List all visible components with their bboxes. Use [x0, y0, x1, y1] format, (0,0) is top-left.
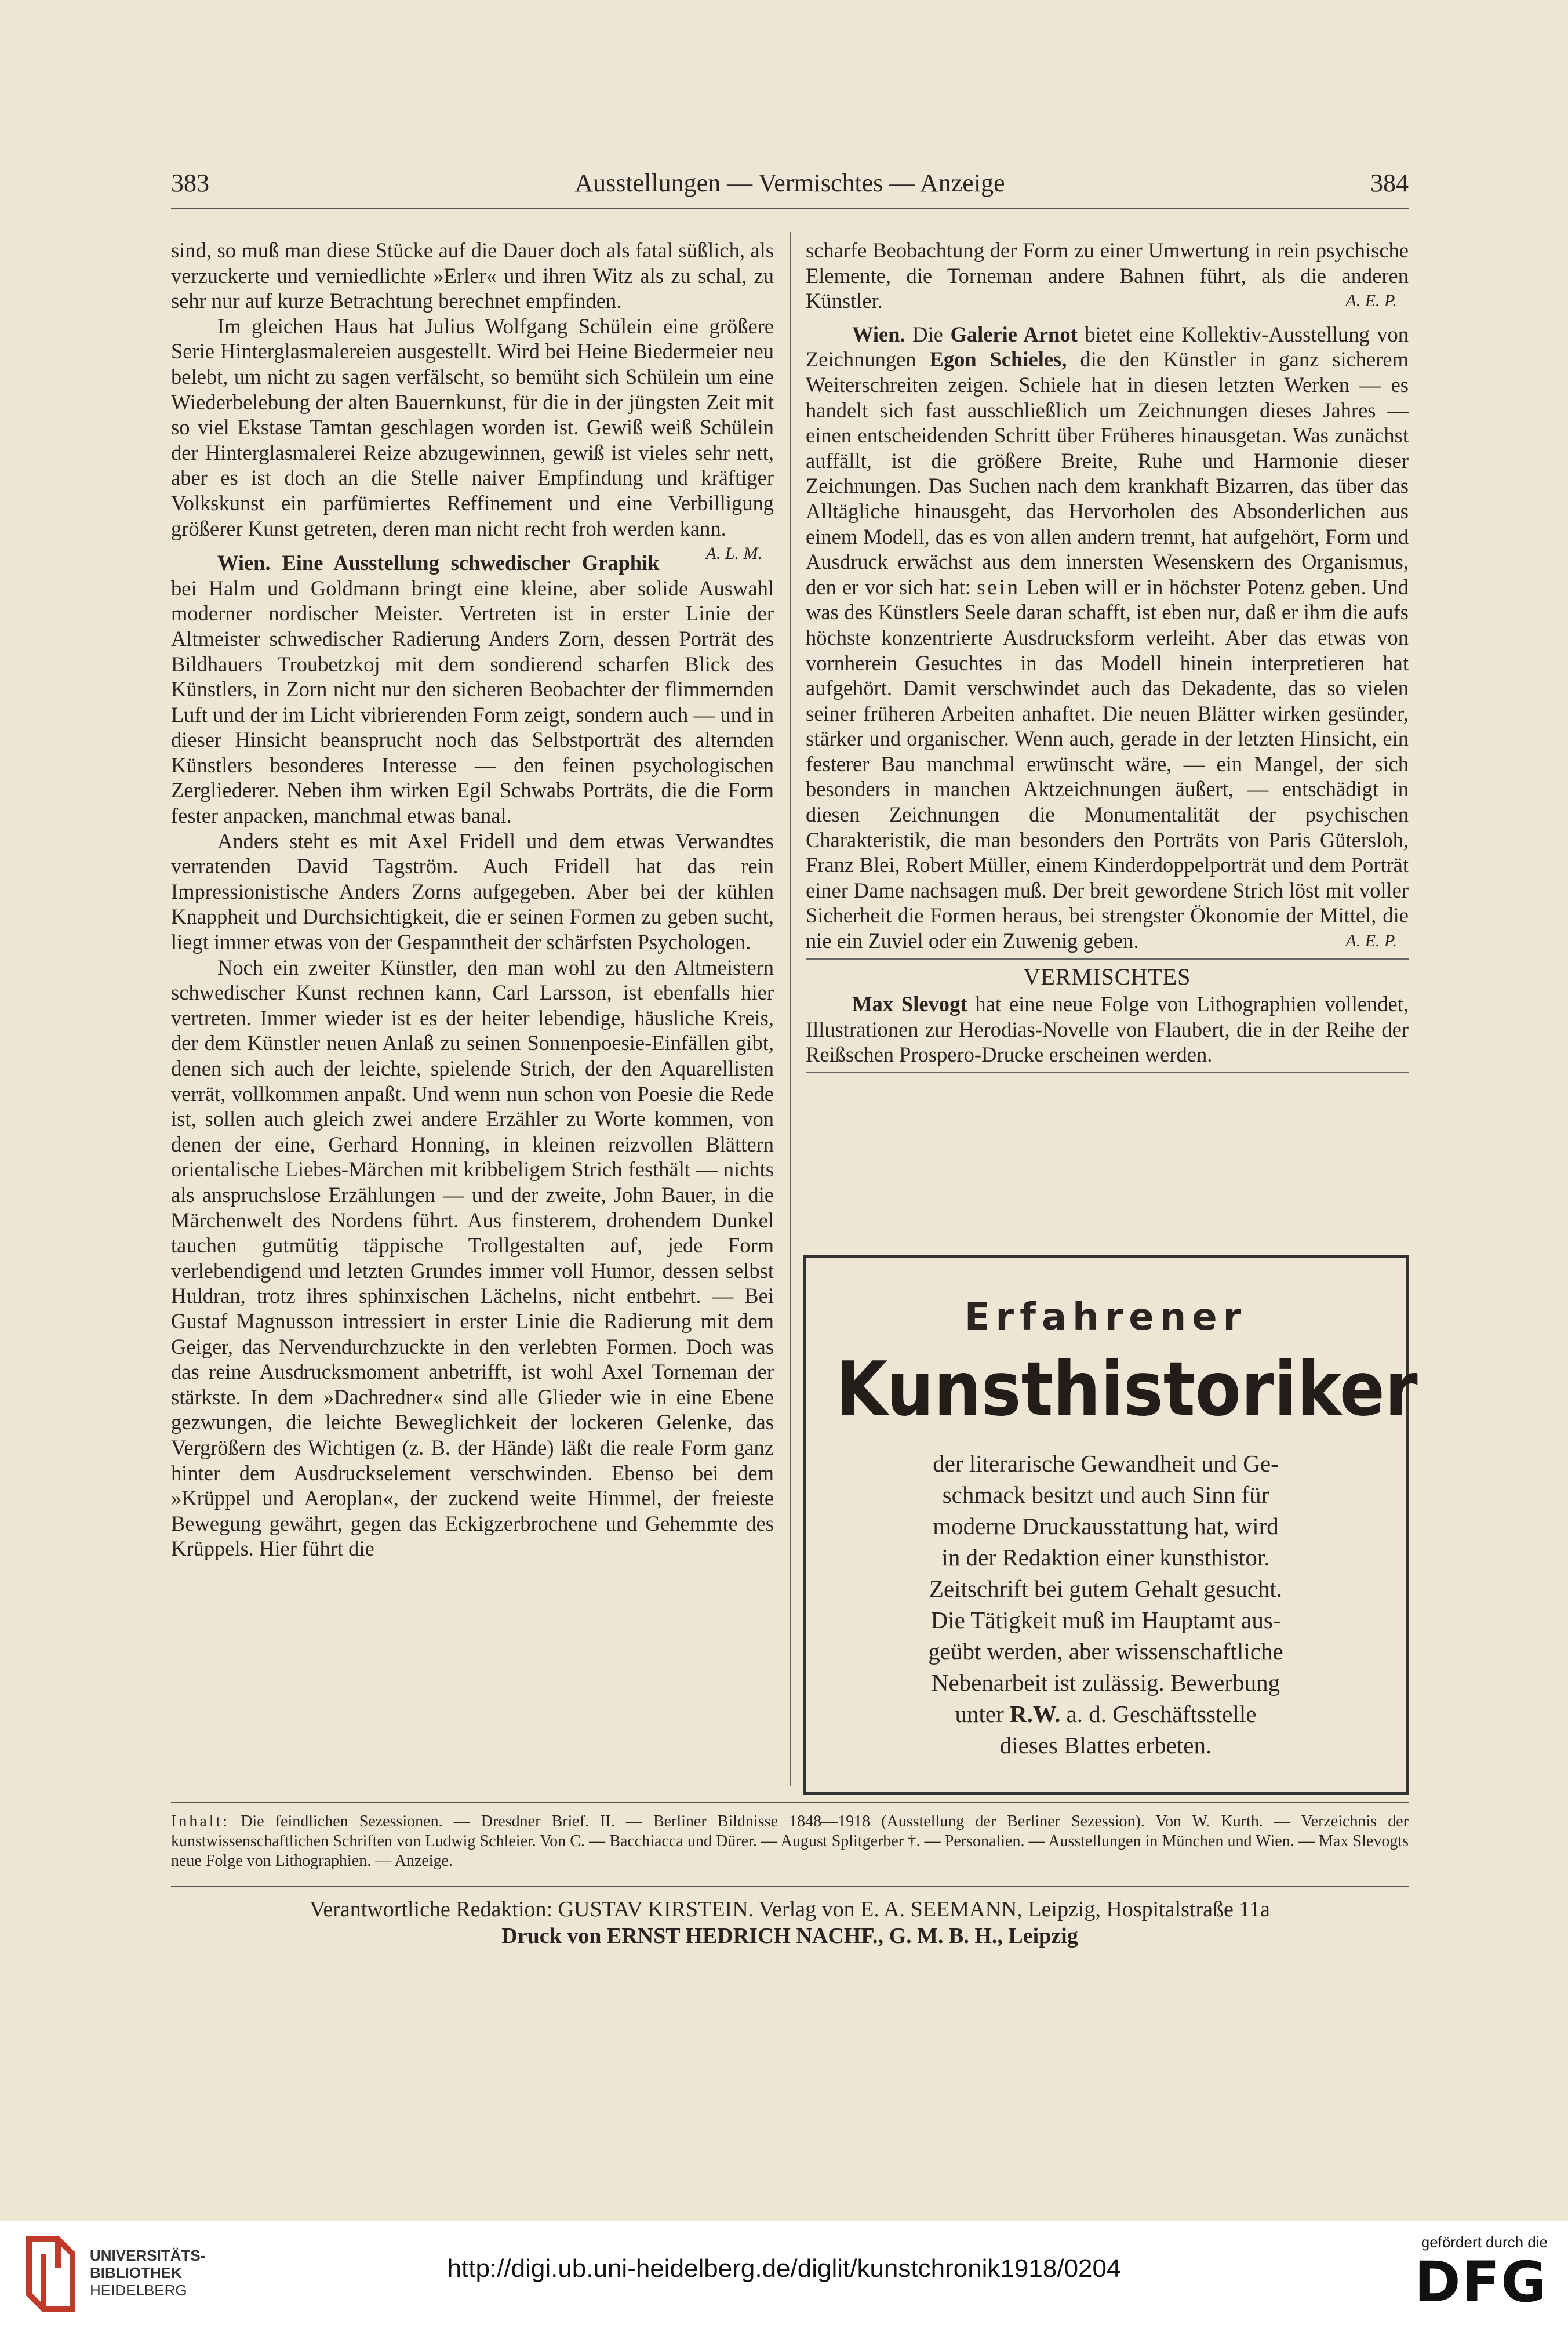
name-egon-schiele: Egon Schieles, [929, 347, 1067, 372]
imprint [171, 1896, 1409, 1949]
contents-rule [171, 1802, 1409, 1803]
ad-body [806, 1448, 1406, 1761]
ad-line: Die Tätigkeit muß im Hauptamt aus- [930, 1607, 1281, 1633]
left-paragraph-5: Noch ein zweiter Künstler, den man wohl zu den Altmeistern schwedischer Kunst rechnen kann, Carl Larsson, ist ebenfalls hier vertreten. Immer wieder ist es der heiter lebendige, häusliche Kreis, der dem Künstler neuen Anlaß zu seinen Sonnenpoesie-Einfällen gibt, denen sich auch der leichte, spielende Strich, der den Aquarellisten verrät, vollkommen anpaßt. Und wenn nun schon von Poesie die Rede ist, sollen auch gleich zwei andere Erzähler zu Worte kommen, von denen der eine, Gerhard Honning, in kleinen reizvollen Blättern orientalische Liebes-Märchen mit kribbeligem Strich festhält — nichts als anspruchslose Erzählungen — und der zweite, John Bauer, in die Märchenwelt des Nordens führt. Aus finsterem, drohendem Dunkel tauchen gutmütig täppische Trollgestalten auf, jede Form verlebendigend und letzten Grundes immer voll Humor, dessen selbst Huldran, trotz ihres sphinxischen Lächelns, nicht entbehrt. — Bei Gustaf Magnusson intressiert in erster Linie die Radierung mit dem Geiger, das Nervendurchzuckte in den verlebten Formen. Doch was das reine Ausdrucksmoment anbetrifft, ist wohl Axel Torneman der stärkste. In dem »Dachredner« sind alle Glieder wie in eine Ebene gezwungen, die leichte Beweglichkeit der lockeren Gelenke, das Vergrößern des Wichtigen (z. B. der Hände) läßt die reale Form ganz hinter dem Ausdruckselement verschwinden. Ebenso bei dem »Krüppel und Aeroplan«, der zuckend weite Himmel, der freieste Bewegung gewährt, gegen das Eckigzerbrochene und Gehemmte des Krüppels. Hier führt die [171, 955, 774, 1561]
text-kollektiv: bietet eine Kollektiv-Ausstellung von Zeichnungen [806, 322, 1409, 372]
ad-line: geübt werden, aber wissenschaftliche [928, 1638, 1283, 1665]
text-die: Die [912, 322, 943, 346]
library-name-line-2: BIBLIOTHEK [90, 2264, 182, 2282]
job-advertisement [803, 1255, 1418, 1795]
contents-text: Die feindlichen Sezessionen. — Dresdner Brief. II. — Berliner Bildnisse 1848—1918 (Ausstellung der Berliner Sezession). Von W. Kurth. — Verzeichnis der kunstwissenschaftlichen Schriften von Ludwig Schleier. Von C. — Bacchiacca und Dürer. — August Splitgerber †. — Personalien. — Ausstellungen in München und Wien. — Max Slevogts neue Folge von Lithographien. — Anzeige. [171, 1812, 1409, 1870]
ad-line: der literarische Gewandheit und Ge- [933, 1450, 1279, 1477]
imprint-line-2: Druck von ERNST HEDRICH NACHF., G. M. B. H., Leipzig [501, 1924, 1078, 1948]
vermischtes-paragraph [806, 991, 1409, 1067]
imprint-rule [171, 1886, 1409, 1887]
running-header [171, 168, 1409, 203]
ad-text-geschaeftsstelle: a. d. Geschäftsstelle [1066, 1701, 1257, 1727]
ad-line: Zeitschrift bei gutem Gehalt gesucht. [929, 1575, 1283, 1602]
name-galerie-arnot: Galerie Arnot [950, 322, 1078, 346]
section-heading-vermischtes: VERMISCHTES [1023, 963, 1191, 990]
ad-line: moderne Druckausstattung hat, wird [933, 1513, 1279, 1539]
text-schiele-body-2: Leben will er in höchster Potenz geben. Und was des Künstlers Seele daran schafft, ist eben nur, daß er ihm die aufs höchste konzentrierte Ausdrucksform verleiht. Aber das etwas von vornherein Gesuchtes in das Modell hinein interpretieren hat aufgehört. Damit verschwindet auch das Dekadente, das so vielen seiner früheren Arbeiten anhaftet. Die neuen Blätter wirken gesünder, stärker und organischer. Wenn auch, gerade in der letzten Hinsicht, ein festerer Bau manchmal erwünscht wäre, — ein Mangel, der sich besonders in manchen Aktzeichnungen äußert, — entschädigt in diesen Zeichnungen die Monumentalität der psychischen Charakteristik, die man besonders den Porträts von Paris Gütersloh, Franz Blei, Robert Müller, einem Kinderdoppelporträt und dem Porträt einer Dame nachsagen muß. Der breit gewordene Strich löst mit voller Sicherheit die Formen heraus, bei strengster Ökonomie der Mittel, die nie ein Zuviel oder ein Zuwenig geben. [806, 575, 1409, 953]
right-paragraph-1-text: scharfe Beobachtung der Form zu einer Umwertung in rein psychische Elemente, die Torneman andere Bahnen führt, als die anderen Künstler. [806, 238, 1409, 313]
article-heading-wien: Wien. [852, 322, 905, 346]
left-column [171, 238, 774, 1561]
section-rule-bottom [806, 1072, 1409, 1073]
vermischtes-text: hat eine neue Folge von Lithographien vollendet, Illustrationen zur Herodias-Novelle von Flaubert, die in der Reihe der Reißschen Prospero-Drucke erscheinen werden. [806, 992, 1409, 1067]
ad-line: dieses Blattes erbeten. [999, 1732, 1212, 1759]
signature-aep-2: A. E. P. [1345, 931, 1397, 951]
permalink-url[interactable]: http://digi.ub.uni-heidelberg.de/diglit/kunstchronik1918/0204 [447, 2254, 1121, 2283]
running-title: Ausstellungen — Vermischtes — Anzeige [574, 169, 1005, 197]
section-rule-top [806, 958, 1409, 960]
right-paragraph-2 [806, 322, 1409, 954]
library-name-line-3: HEIDELBERG [90, 2282, 187, 2299]
left-paragraph-3 [171, 550, 774, 829]
dfg-logo[interactable]: DFG [1414, 2250, 1548, 2315]
left-paragraph-2-text: Im gleichen Haus hat Julius Wolfgang Schülein eine größere Serie Hinterglasmalereien ausgestellt. Wird bei Heine Biedermeier neu belebt, um nicht zu sagen verfälscht, so bemüht sich Schülein um eine Wiederbelebung der alten Bauernkunst, für die in der jüngsten Zeit mit so viel Ekstase Tamtan geschlagen worden ist. Gewiß weiß Schülein der Hinterglasmalerei Reize abzugewinnen, gewiß ist vieles sehr nett, aber es ist doch an die Stelle naiver Empfindung und kräftiger Volkskunst ein parfümiertes Reffinement und eine Verbilligung größerer Kunst getreten, deren man nicht recht froh werden kann. [171, 314, 774, 540]
column-divider [790, 232, 791, 1786]
imprint-line-1: Verantwortliche Redaktion: GUSTAV KIRSTEIN. Verlag von E. A. SEEMANN, Leipzig, Hospitalstraße 11a [310, 1897, 1270, 1921]
left-paragraph-3-text: bei Halm und Goldmann bringt eine kleine, aber solide Auswahl moderner nordischer Meister. Vertreten ist in erster Linie der Altmeister schwedischer Radierung Anders Zorn, dessen Porträt des Bildhauers Troubetzkoj mit dem sondierend scharfen Blick des Künstlers, in Zorn nicht nur den sicheren Beobachter der flimmernden Luft und der im Licht vibrierenden Form zeigt, sondern auch — und in dieser Hinsicht beansprucht noch das Selbstporträt des alternden Künstlers besonderes Interesse — den feinen psychologischen Zergliederer. Neben ihm wirken Egil Schwabs Porträts, die die Form fester anpacken, manchmal etwas banal. [171, 576, 774, 828]
left-paragraph-4: Anders steht es mit Axel Fridell und dem etwas Verwandtes verratenden David Tagström. Auch Fridell hat das rein Impressionistische Anders Zorns aufgegeben. Aber bei der kühlen Knappheit und Durchsichtigkeit, die er seinen Formen zu geben sucht, liegt immer etwas von der Gespanntheit der schärfsten Psychologen. [171, 829, 774, 954]
text-schiele-body: die den Künstler in ganz sicherem Weiterschreiten zeigen. Schiele hat in diesen letzten Werken — es handelt sich fast ausschließlich um Zeichnungen dieses Jahres — einen entscheidenden Schritt über Früheres hinausgetan. Was zunächst auffällt, ist die größere Breite, Ruhe und Harmonie dieser Zeichnungen. Das Suchen nach dem krankhaft Bizarren, das über das Alltägliche hinausgeht, das Hervorholen des Absonderlichen aus einem Modell, das es von allen andern trennt, hat aufgehört, Form und Ausdruck erwächst aus dem innersten Wesenskern des Organismus, den er vor sich hat: [806, 347, 1409, 599]
funding-note: gefördert durch die [1421, 2233, 1548, 2251]
contents-label: Inhalt: [171, 1812, 230, 1830]
article-heading-graphik: Wien. Eine Ausstellung schwedischer Graphik [217, 551, 660, 575]
library-name-line-1: UNIVERSITÄTS- [90, 2247, 206, 2264]
page-number-left: 383 [171, 169, 209, 197]
page-number-right: 384 [1370, 169, 1409, 197]
ad-line: Nebenarbeit ist zulässig. Bewerbung [931, 1669, 1280, 1696]
ad-line: in der Redaktion einer kunsthistor. [941, 1544, 1270, 1571]
ad-chiffre: R.W. [1010, 1701, 1061, 1727]
signature-alm: A. L. M. [705, 544, 762, 564]
table-of-contents [171, 1812, 1409, 1871]
name-max-slevogt: Max Slevogt [852, 992, 967, 1016]
header-rule [171, 208, 1409, 209]
ad-text-unter: unter [955, 1701, 1004, 1727]
right-column [806, 238, 1409, 1078]
left-paragraph-1: sind, so muß man diese Stücke auf die Dauer doch als fatal süßlich, als verzuckerte und verniedlichte »Erler« und ihren Witz als zu schal, zu sehr nur auf kurze Betrachtung berechnet empfinden. [171, 238, 774, 313]
signature-aep-1: A. E. P. [1345, 291, 1397, 311]
text-sein-spaced: sein [977, 575, 1021, 599]
ad-heading-large: Kunsthistoriker [835, 1346, 1418, 1433]
ad-heading-small: Erfahrener [964, 1296, 1247, 1339]
ad-line: schmack besitzt und auch Sinn für [942, 1481, 1269, 1508]
right-paragraph-1 [806, 238, 1409, 314]
ad-line [806, 1698, 1406, 1730]
